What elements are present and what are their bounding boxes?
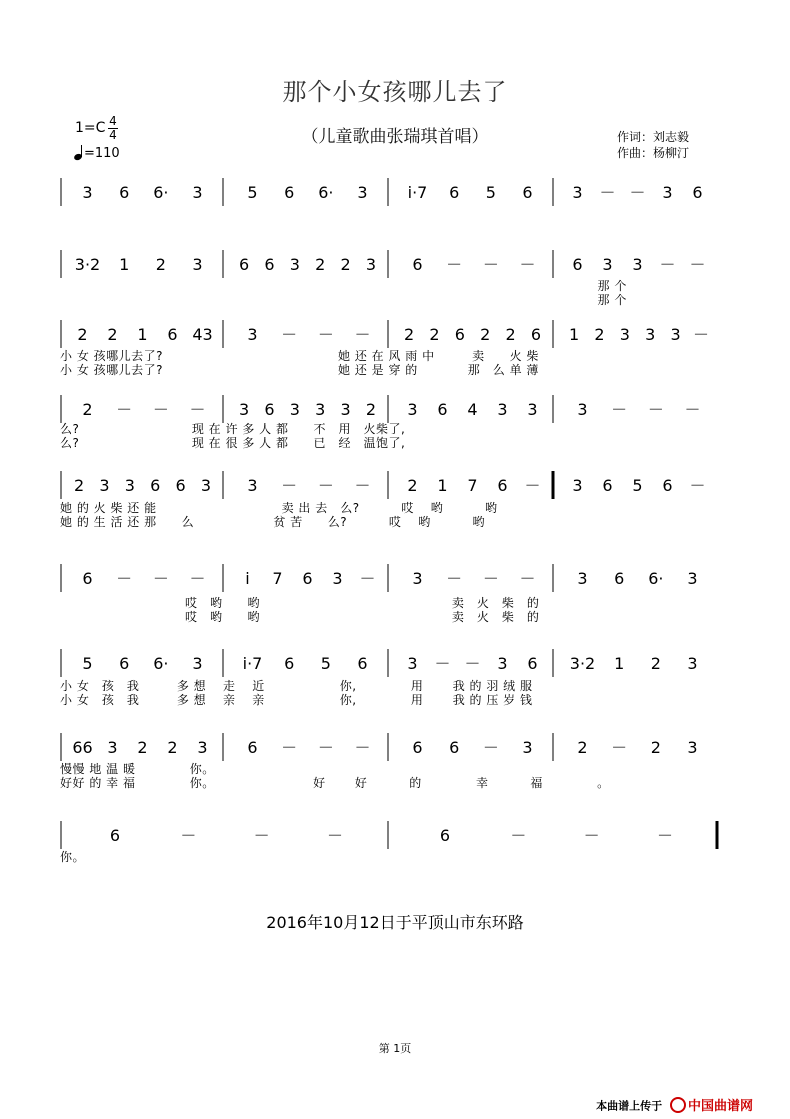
jianpu-note: 6 (497, 476, 508, 495)
song-title: 那个小女孩哪儿去了 (282, 78, 508, 106)
jianpu-note: － (482, 738, 499, 757)
jianpu-note: 6 (247, 738, 258, 757)
jianpu-note: 3 (497, 400, 508, 419)
jianpu-note: 5 (485, 183, 496, 202)
jianpu-note: 3 (99, 476, 110, 495)
jianpu-note: － (599, 183, 616, 202)
jianpu-note: 3 (632, 255, 643, 274)
jianpu-note: i·7 (407, 183, 428, 202)
jianpu-note: － (354, 476, 371, 495)
jianpu-note: 6 (82, 569, 93, 588)
jianpu-note: 6 (238, 255, 250, 274)
jianpu-note: 6 (449, 183, 460, 202)
jianpu-note: － (464, 654, 481, 673)
jianpu-note: 3 (687, 569, 698, 588)
jianpu-note: － (482, 569, 499, 588)
jianpu-note: 3 (670, 325, 681, 344)
lyric-line-1: 么? 现 在 许 多 人 都 不 用 火柴了, (60, 422, 406, 436)
jianpu-note: 6 (264, 255, 275, 274)
jianpu-note: 3 (527, 400, 538, 419)
jianpu-note: 3·2 (74, 255, 101, 274)
jianpu-note: 66 (72, 738, 93, 757)
jianpu-note: 6 (150, 476, 161, 495)
lyricist-credit: 作词：刘志毅 (617, 130, 690, 144)
jianpu-note: － (281, 738, 298, 757)
lyric-line-1: 那 个 (60, 279, 627, 293)
notes-svg (60, 172, 720, 212)
jianpu-note: 6 (167, 325, 178, 344)
jianpu-note: 2 (577, 738, 588, 757)
jianpu-note: 3 (315, 400, 326, 419)
lyric-line-1: 慢慢 地 温 暖 你。 (60, 762, 215, 776)
score-line-4 (60, 389, 720, 457)
jianpu-note: 3 (572, 183, 583, 202)
jianpu-note: － (656, 826, 674, 845)
jianpu-note: 3·2 (569, 654, 596, 673)
page-number: 第 1页 (378, 1042, 412, 1055)
jianpu-note: i (245, 569, 250, 588)
jianpu-note: 6 (530, 325, 542, 344)
jianpu-note: 3 (289, 400, 300, 419)
lyric-line-1: 小 女 孩哪儿去了? 她 还 在 风 雨 中 卖 火 柴 (60, 349, 539, 363)
jianpu-note: － (510, 826, 527, 845)
jianpu-note: 6 (357, 654, 368, 673)
notes-svg (60, 558, 720, 598)
jianpu-note: － (116, 569, 133, 588)
jianpu-note: 7 (272, 569, 283, 588)
jianpu-note: － (354, 325, 371, 344)
quarter-note-icon (74, 145, 84, 160)
lyric-line-2: 好好 的 幸 福 你。 好 好 的 幸 福 。 (60, 776, 610, 790)
jianpu-note: 2 (365, 400, 377, 419)
jianpu-note: 2 (77, 325, 88, 344)
lyric-line-2: 哎 哟 哟 卖 火 柴 的 (60, 610, 540, 624)
jianpu-note: － (317, 738, 334, 757)
jianpu-note: 2 (505, 325, 516, 344)
jianpu-note: 3 (365, 255, 377, 274)
lyric-line-1: 哎 哟 哟 卖 火 柴 的 (60, 596, 540, 610)
jianpu-note: 6 (284, 183, 295, 202)
lyric-line-2: 小 女 孩哪儿去了? 她 还 是 穿 的 那 么 单 薄 (60, 363, 539, 377)
jianpu-note: － (189, 400, 206, 419)
jianpu-note: － (446, 569, 463, 588)
score-line-9 (60, 815, 720, 883)
score-line-5 (60, 465, 720, 533)
site-logo (670, 1097, 780, 1116)
jianpu-note: 6 (412, 738, 423, 757)
jianpu-note: － (253, 826, 270, 845)
composer-credit: 作曲：杨柳汀 (617, 146, 690, 160)
jianpu-note: 2 (403, 325, 415, 344)
jianpu-note: 2 (480, 325, 491, 344)
jianpu-note: 3 (124, 476, 135, 495)
jianpu-note: 3 (247, 476, 258, 495)
jianpu-note: － (583, 826, 600, 845)
jianpu-note: 3 (192, 654, 203, 673)
jianpu-note: － (692, 325, 709, 344)
upload-credit (596, 1097, 780, 1116)
jianpu-note: 3 (407, 400, 418, 419)
jianpu-note: 3 (412, 569, 423, 588)
jianpu-note: － (446, 255, 463, 274)
jianpu-note: 6 (264, 400, 275, 419)
jianpu-note: 6· (153, 654, 169, 673)
jianpu-note: 3 (247, 325, 258, 344)
jianpu-note: 2 (650, 654, 661, 673)
jianpu-note: 3 (332, 569, 343, 588)
jianpu-note: － (519, 569, 536, 588)
jianpu-note: 6 (109, 826, 121, 845)
jianpu-note: － (152, 569, 169, 588)
jianpu-note: 3 (197, 738, 208, 757)
jianpu-note: 43 (192, 325, 213, 344)
jianpu-note: － (116, 400, 133, 419)
jianpu-note: 6 (614, 569, 625, 588)
key-signature: 1=C (75, 120, 106, 136)
jianpu-note: － (659, 255, 676, 274)
jianpu-note: 6 (692, 183, 703, 202)
score-line-2 (60, 244, 720, 312)
jianpu-note: i·7 (242, 654, 263, 673)
jianpu-note: 2 (429, 325, 440, 344)
jianpu-note: 1 (568, 325, 580, 344)
jianpu-note: 3 (82, 183, 93, 202)
jianpu-note: 6 (437, 400, 448, 419)
jianpu-note: 2 (407, 476, 418, 495)
jianpu-note: － (611, 738, 628, 757)
jianpu-note: 3 (687, 738, 698, 757)
lyric-line-1: 你。 (60, 850, 86, 864)
jianpu-note: 2 (650, 738, 661, 757)
time-signature (107, 115, 119, 142)
jianpu-note: － (434, 654, 451, 673)
jianpu-note: 5 (247, 183, 258, 202)
jianpu-note: 6 (662, 476, 673, 495)
jianpu-note: 2 (167, 738, 178, 757)
jianpu-note: 2 (137, 738, 148, 757)
lyric-line-2: 小 女 孩 我 多 想 亲 亲 你, 用 我 的 压 岁 钱 (60, 693, 533, 707)
jianpu-note: － (629, 183, 646, 202)
jianpu-note: 6 (439, 826, 451, 845)
jianpu-note: － (647, 400, 664, 419)
lyric-line-1: 她 的 火 柴 还 能 卖 出 去 么? 哎 哟 哟 (60, 501, 498, 515)
jianpu-note: 3 (577, 569, 588, 588)
jianpu-note: － (189, 569, 206, 588)
song-subtitle: （儿童歌曲张瑞琪首唱） (301, 127, 489, 147)
jianpu-note: － (359, 569, 376, 588)
jianpu-note: 6· (318, 183, 334, 202)
jianpu-note: 3 (497, 654, 508, 673)
jianpu-note: 3 (662, 183, 673, 202)
jianpu-note: 3 (577, 400, 588, 419)
jianpu-note: 2 (340, 255, 351, 274)
jianpu-note: － (326, 826, 344, 845)
jianpu-note: 6 (449, 738, 460, 757)
jianpu-note: 2 (73, 476, 85, 495)
score-line-3 (60, 314, 720, 382)
jianpu-note: 2 (315, 255, 326, 274)
jianpu-note: 6 (454, 325, 465, 344)
jianpu-note: 3 (340, 400, 351, 419)
jianpu-note: － (180, 826, 197, 845)
jianpu-note: 3 (687, 654, 698, 673)
jianpu-note: 6 (522, 183, 533, 202)
jianpu-note: 3 (238, 400, 250, 419)
jianpu-note: 2 (107, 325, 118, 344)
jianpu-note: 1 (614, 654, 625, 673)
jianpu-note: － (482, 255, 499, 274)
jianpu-note: 6 (602, 476, 613, 495)
lyric-line-2: 她 的 生 活 还 那 么 贫 苦 么? 哎 哟 哟 (60, 515, 486, 529)
jianpu-note: 2 (155, 255, 166, 274)
jianpu-note: － (281, 325, 298, 344)
jianpu-note: 3 (289, 255, 300, 274)
jianpu-note: 1 (119, 255, 130, 274)
time-signature-top: 4 (109, 114, 117, 128)
lyric-line-1: 小 女 孩 我 多 想 走 近 你, 用 我 的 羽 绒 服 (60, 679, 533, 693)
jianpu-note: 3 (192, 255, 203, 274)
jianpu-note: 1 (437, 476, 448, 495)
score-line-8 (60, 727, 720, 795)
jianpu-note: 3 (645, 325, 656, 344)
jianpu-note: － (281, 476, 298, 495)
jianpu-note: 3 (602, 255, 613, 274)
composition-date: 2016年10月12日于平顶山市东环路 (266, 913, 524, 932)
jianpu-note: 3 (192, 183, 203, 202)
jianpu-note: 3 (572, 476, 583, 495)
tempo-value: =110 (84, 146, 120, 161)
jianpu-note: 6 (284, 654, 295, 673)
jianpu-note: 6 (527, 654, 538, 673)
jianpu-note: 5 (632, 476, 643, 495)
jianpu-note: 7 (467, 476, 478, 495)
jianpu-note: 2 (82, 400, 93, 419)
jianpu-note: 6 (119, 654, 130, 673)
notes-svg (60, 815, 720, 855)
site-logo-text: 中国曲谱网 (688, 1098, 754, 1113)
jianpu-note: 3 (200, 476, 212, 495)
jianpu-note: 6 (302, 569, 313, 588)
jianpu-note: 6 (412, 255, 423, 274)
lyric-line-2: 么? 现 在 很 多 人 都 已 经 温饱了, (60, 436, 406, 450)
time-signature-bottom: 4 (109, 128, 117, 142)
jianpu-note: 3 (619, 325, 630, 344)
jianpu-note: － (354, 738, 371, 757)
jianpu-note: 3 (357, 183, 368, 202)
upload-credit-text: 本曲谱上传于 (596, 1099, 663, 1113)
jianpu-note: 3 (107, 738, 118, 757)
jianpu-note: － (519, 255, 536, 274)
score-line-6 (60, 558, 720, 626)
jianpu-note: 6· (648, 569, 664, 588)
score-line-7 (60, 643, 720, 711)
jianpu-note: － (152, 400, 169, 419)
jianpu-note: － (689, 255, 706, 274)
jianpu-note: 6 (572, 255, 583, 274)
jianpu-note: － (317, 325, 334, 344)
jianpu-note: 5 (320, 654, 331, 673)
jianpu-note: － (689, 476, 706, 495)
jianpu-note: － (317, 476, 334, 495)
jianpu-note: 6· (153, 183, 169, 202)
jianpu-note: 3 (407, 654, 418, 673)
tempo-marking (74, 145, 120, 161)
jianpu-note: 6 (175, 476, 186, 495)
lyric-line-2: 那 个 (60, 293, 627, 307)
jianpu-note: 5 (82, 654, 93, 673)
jianpu-note: 4 (467, 400, 478, 419)
jianpu-note: 1 (137, 325, 148, 344)
jianpu-note: 3 (522, 738, 533, 757)
jianpu-note: － (684, 400, 701, 419)
jianpu-note: － (524, 476, 541, 495)
jianpu-note: 2 (594, 325, 605, 344)
jianpu-note: － (611, 400, 628, 419)
jianpu-note: 6 (119, 183, 130, 202)
score-line-1 (60, 172, 720, 240)
